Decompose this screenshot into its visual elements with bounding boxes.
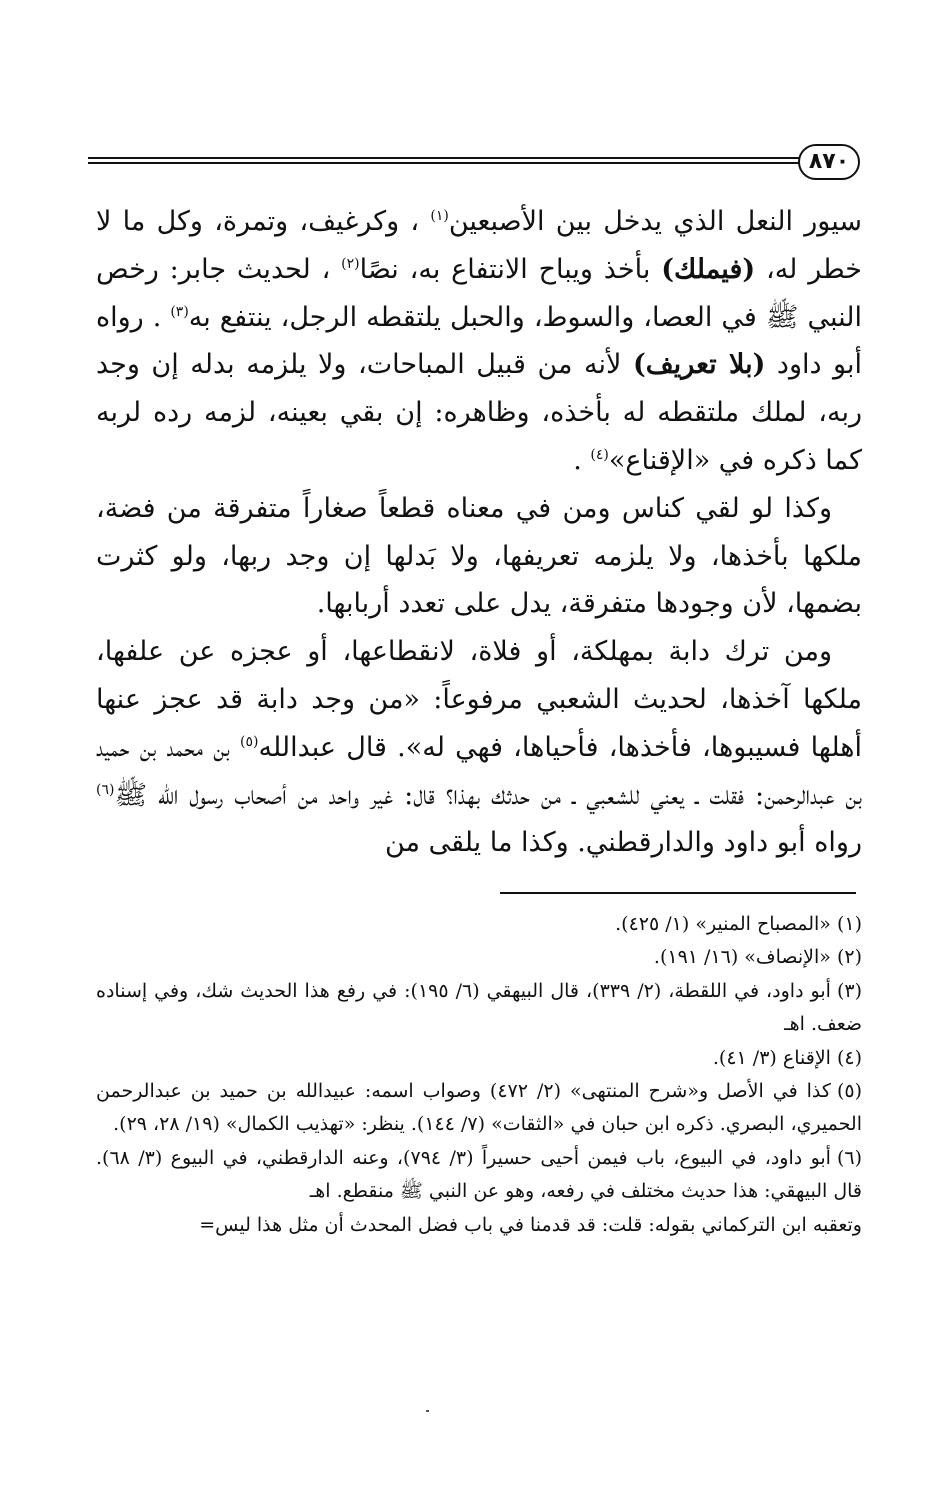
footnote-text: أبو داود، في اللقطة، (٢/ ٣٣٩)، قال البيهقي (٦/ ١٩٥): في رفع هذا الحديث شك، وفي إسناده ضعف. اهـ [96, 979, 862, 1036]
footnote-number: (٦) [836, 1146, 863, 1169]
footnote-text: أبو داود، في البيوع، باب فيمن أحيى حسيراً (٣/ ٧٩٤)، وعنه الدارقطني، في البيوع (٣/ ٦٨). قال البيهقي: هذا حديث مختلف في رفعه، وهو عن النبي ﷺ منقطع. اهـ [96, 1146, 862, 1203]
text-span: لأنه من قبيل المباحات، ولا يلزمه بدله إن وجد ربه، لملك ملتقطه له بأخذه، وظاهره: إن بقي بعينه، لزمه رده لربه كما ذكره في «الإقناع» [96, 349, 862, 476]
footnote-3 [96, 975, 862, 1042]
page-header [88, 144, 860, 184]
footnote-1 [96, 908, 862, 941]
text-span: ومن ترك دابة بمهلكة، أو فلاة، لانقطاعها، أو عجزه عن علفها، ملكها آخذها، لحديث الشعبي مرفوعاً: «من وجد دابة قد عجز عنها أهلها فسيبوها، فأخذها، فأحياها، فهي له». قال عبدالله [96, 636, 862, 763]
footnote-ref-4: (٤) [590, 446, 609, 463]
text-span: ، لحديث جابر: رخص النبي ﷺ في العصا، والسوط، والحبل يلتقطه الرجل، ينتفع به [96, 253, 862, 333]
text-span: رواه أبو داود والدارقطني. وكذا ما يلقى من [384, 827, 862, 859]
text-span: . رواه أبو داود [96, 301, 863, 381]
text-span: سيور النعل الذي يدخل بين الأصبعين [448, 206, 862, 237]
header-double-rule [88, 157, 800, 164]
footnotes [96, 908, 862, 1242]
paragraph-2: وكذا لو لقي كناس ومن في معناه قطعاً صغاراً متفرقة من فضة، ملكها بأخذها، ولا يلزمه تعريفها، ولا بَدلها إن وجد ربها، ولو كثرت بضمها، لأن وجودها متفرقة، يدل على تعدد أربابها. [96, 492, 862, 620]
footnote-text: «الإنصاف» (١٦/ ١٩١). [653, 946, 831, 969]
paragraph-3 [96, 628, 862, 867]
footnote-ref-2: (٢) [341, 255, 360, 272]
footnote-ref-5: (٥) [240, 733, 259, 750]
text-span: بأخذ ويباح الانتفاع به، نصًا [359, 253, 662, 285]
footnote-number: (٤) [836, 1046, 862, 1069]
footnote-number: (٣) [836, 979, 862, 1002]
bold-term: (بلا تعريف) [632, 349, 766, 381]
footnote-text: الإقناع (٣/ ٤١). [712, 1046, 831, 1069]
print-speck [426, 1410, 429, 1412]
footnote-continuation: وتعقبه ابن التركماني بقوله: قلت: قد قدمنا في باب فضل المحدث أن مثل هذا ليس= [199, 1213, 862, 1236]
text-span: بن محمد بن حميد بن عبدالرحمن: فقلت ـ يعني للشعبي ـ من حدثك بهذا؟ قال: غير واحد من أصحاب رسول الله ﷺ [96, 731, 862, 811]
main-text [96, 198, 862, 867]
footnote-6 [96, 1142, 862, 1209]
footnote-2 [96, 941, 862, 974]
footnote-text: كذا في الأصل و«شرح المنتهى» (٢/ ٤٧٢) وصواب اسمه: عبيدالله بن حميد بن عبدالرحمن الحميري، البصري. ذكره ابن حبان في «الثقات» (٧/ ١٤٤). ينظر: «تهذيب الكمال» (١٩/ ٢٨، ٢٩). [96, 1080, 862, 1136]
paragraph-1 [96, 198, 862, 485]
footnote-number: (١) [836, 913, 862, 935]
page-number: ٨٧٠ [798, 144, 860, 180]
bold-term: (فيملك) [661, 253, 756, 285]
footnote-ref-1: (١) [430, 208, 449, 224]
text-span: ، وكرغيف، وتمرة، وكل ما لا خطر له، [96, 206, 862, 285]
footnote-ref-3: (٣) [170, 303, 189, 320]
text-span: . [573, 444, 591, 476]
footnote-separator [500, 892, 856, 894]
footnote-ref-6: (٦) [96, 781, 115, 798]
footnote-number: (٢) [836, 946, 862, 969]
footnote-text: «المصباح المنير» (١/ ٤٢٥). [615, 913, 831, 935]
footnote-number: (٥) [836, 1080, 862, 1103]
footnote-5 [96, 1075, 862, 1142]
footnote-4 [96, 1042, 862, 1075]
